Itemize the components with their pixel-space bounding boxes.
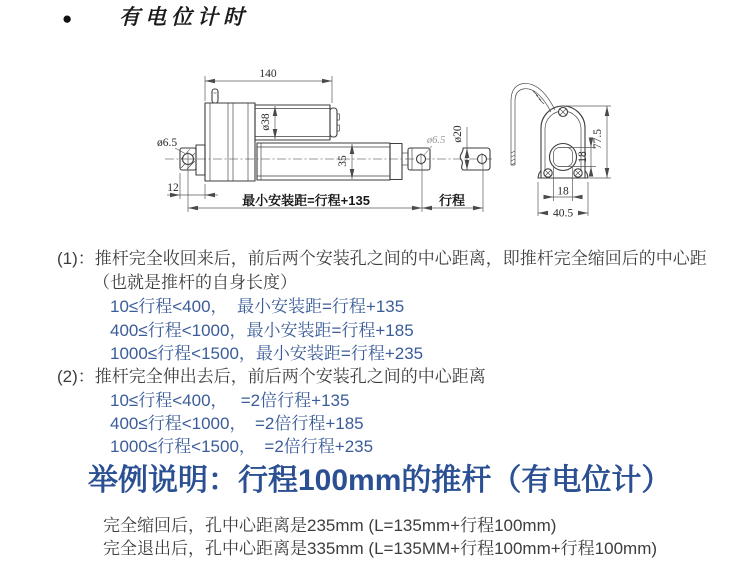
note-1-formula: 10≤行程<400， 最小安装距=行程+135: [110, 297, 405, 316]
note-2-formula: 1000≤行程<1500， =2倍行程+235: [110, 437, 374, 456]
dim-label-dia20: ø20: [452, 125, 464, 143]
end-housing: [538, 106, 588, 178]
note-1-formula: 400≤行程<1000，最小安装距=行程+185: [110, 321, 414, 340]
actuator-end-view: [511, 83, 611, 219]
example-title: 举例说明：行程100mm的推杆（有电位计）: [88, 464, 672, 497]
note-1-formula: 1000≤行程<1500，最小安装距=行程+235: [110, 344, 424, 363]
dim-label-12: 12: [167, 182, 179, 194]
actuator-main-view: [157, 68, 492, 212]
dim-label-18-vert: 18: [577, 151, 589, 163]
potentiometer-stub: [212, 89, 218, 103]
dim-label-405: 40.5: [552, 207, 574, 220]
dim-label-140: 140: [259, 68, 277, 80]
note-1-sub: （也就是推杆的自身长度）: [93, 273, 297, 292]
dim-label-dia65-left: ø6.5: [156, 137, 178, 149]
dim-label-18-bottom: 18: [557, 185, 569, 198]
dim-label-775: 77.5: [592, 128, 604, 150]
page-title: 有电位计时: [119, 5, 249, 29]
gearbox-housing: [205, 89, 255, 181]
outer-tube: [257, 143, 402, 180]
example-line-retracted: 完全缩回后，孔中心距离是235mm (L=135mm+行程100mm): [103, 516, 557, 535]
dim-label-stroke: 行程: [438, 193, 466, 208]
example-line-extended: 完全退出后，孔中心距离是335mm (L=135MM+行程100mm+行程100mm): [103, 539, 658, 558]
note-2-formula: 400≤行程<1000， =2倍行程+185: [110, 414, 364, 433]
dim-label-min-install: 最小安装距=行程+135: [242, 193, 370, 208]
dim-label-35: 35: [337, 155, 349, 167]
bullet-icon: ●: [62, 9, 73, 28]
technical-drawing: [140, 55, 750, 223]
note-1-head: (1)：推杆完全收回来后，前后两个安装孔之间的中心距离，即推杆完全缩回后的中心距: [57, 249, 707, 268]
dim-label-dia65-rod: ø6.5: [426, 135, 446, 146]
cable: [511, 83, 555, 165]
note-2-formula: 10≤行程<400， =2倍行程+135: [110, 391, 350, 410]
rear-mount-bracket: [180, 145, 205, 175]
note-2-head: (2)：推杆完全伸出去后，前后两个安装孔之间的中心距离: [57, 367, 486, 386]
dim-label-dia38: ø38: [260, 113, 272, 131]
